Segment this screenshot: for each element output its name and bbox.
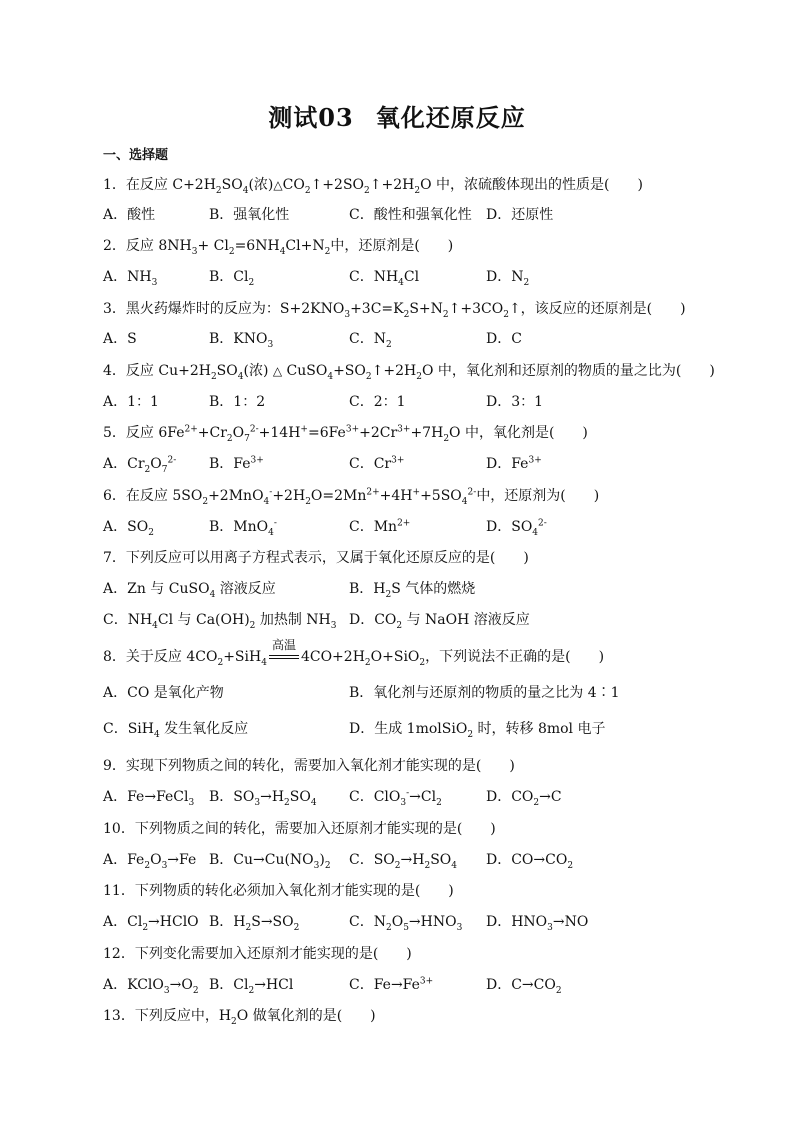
answer-option: B．$Fe^{3+}$ bbox=[209, 455, 264, 472]
answer-option: A．S bbox=[103, 331, 137, 347]
answer-option: D．$CO_2\to C$ bbox=[486, 789, 562, 808]
answer-option: D．$C\to CO_2$ bbox=[486, 977, 562, 996]
question-stem: 10．下列物质之间的转化，需要加入还原剂才能实现的是( ) bbox=[103, 821, 496, 837]
answer-option: D．$CO_2$ 与 NaOH 溶液反应 bbox=[349, 612, 530, 631]
answer-option: A．$Cr_2O_7^{2-}$ bbox=[103, 455, 177, 475]
answer-option: B．氧化剂与还原剂的物质的量之比为 4∶1 bbox=[349, 685, 620, 701]
answer-option: C．$Cr^{3+}$ bbox=[349, 455, 405, 472]
question-stem: 4．反应 $Cu+2H_2SO_4$(浓) △ $CuSO_4+SO_2↑+2H_2O$ 中，氧化剂和还原剂的物质的量之比为( ) bbox=[103, 363, 715, 382]
answer-option: D．还原性 bbox=[486, 207, 554, 223]
question-stem: 7．下列反应可以用离子方程式表示，又属于氧化还原反应的是( ) bbox=[103, 550, 529, 566]
answer-option: A．酸性 bbox=[103, 207, 156, 223]
answer-option: C．$N_2O_5\to HNO_3$ bbox=[349, 914, 463, 933]
answer-option: D．$HNO_3\to NO$ bbox=[486, 914, 589, 933]
answer-option: D．生成 1molSiO$_2$ 时，转移 8mol 电子 bbox=[349, 721, 606, 740]
answer-option: C．$ClO_3^-\to Cl_2$ bbox=[349, 788, 442, 808]
page-title bbox=[0, 98, 794, 133]
question-stem: 5．反应 $6Fe^{2+}+Cr_2O_7^{2-}+14H^+=6Fe^{3+}+2Cr^{3+}+7H_2O$ 中，氧化剂是( ) bbox=[103, 424, 588, 444]
question-stem: 6．在反应 $5SO_2+2MnO_4^-+2H_2O=2Mn^{2+}+4H^++5SO_4^{2-}$中，还原剂为( ) bbox=[103, 487, 600, 507]
question-stem: 9．实现下列物质之间的转化，需要加入氧化剂才能实现的是( ) bbox=[103, 758, 515, 774]
answer-option: B．强氧化性 bbox=[209, 207, 290, 223]
answer-option: C．$N_2$ bbox=[349, 331, 392, 350]
question-stem: 1．在反应 $C+2H_2SO_4$(浓)$\triangle CO_2↑+2SO_2↑+2H_2O$ 中，浓硫酸体现出的性质是( ) bbox=[103, 177, 643, 196]
answer-option: C．2：1 bbox=[349, 394, 406, 410]
section-heading: 一、选择题 bbox=[103, 148, 169, 163]
question-stem: 11．下列物质的转化必须加入氧化剂才能实现的是( ) bbox=[103, 883, 454, 899]
title-topic: 氧化还原反应 bbox=[375, 103, 526, 132]
answer-option: C．$NH_4Cl$ 与 $Ca(OH)_2$ 加热制 $NH_3$ bbox=[103, 612, 337, 631]
answer-option: C．$Fe\to Fe^{3+}$ bbox=[349, 976, 434, 993]
answer-option: A．Zn 与 CuSO$_4$ 溶液反应 bbox=[103, 581, 276, 600]
answer-option: A．1：1 bbox=[103, 394, 159, 410]
answer-option: D．$CO\to CO_2$ bbox=[486, 852, 574, 871]
question-stem: 2．反应 $8NH_3+ Cl_2=6NH_4Cl+N_2$中，还原剂是( ) bbox=[103, 238, 454, 257]
question-stem: 8．关于反应 $4CO_2+SiH_4$ 高温 $4CO+2H_2O+SiO_2$，下列说法不正确的是( ) bbox=[103, 638, 605, 668]
answer-option: B．$SO_3\to H_2SO_4$ bbox=[209, 789, 317, 808]
answer-option: A．CO 是氧化产物 bbox=[103, 685, 224, 701]
question-stem: 13．下列反应中，$H_2O$ 做氧化剂的是( ) bbox=[103, 1008, 376, 1027]
answer-option: A．$SO_2$ bbox=[103, 519, 154, 538]
answer-option: D．$Fe^{3+}$ bbox=[486, 455, 542, 472]
answer-option: C．酸性和强氧化性 bbox=[349, 207, 472, 223]
answer-option: B．MnO$_4$- bbox=[209, 518, 277, 538]
answer-option: A．$NH_3$ bbox=[103, 269, 158, 288]
answer-option: B．$Cu\to Cu(NO_3)_2$ bbox=[209, 852, 331, 871]
answer-option: A．$KClO_3\to O_2$ bbox=[103, 977, 199, 996]
answer-option: C．$NH_4Cl$ bbox=[349, 269, 420, 288]
answer-option: A．$Fe_2O_3\to Fe$ bbox=[103, 852, 197, 871]
answer-option: A．Fe→FeCl$_3$ bbox=[103, 789, 195, 808]
answer-option: D．C bbox=[486, 331, 522, 347]
answer-option: D．$N_2$ bbox=[486, 269, 530, 288]
answer-option: B．$Cl_2$ bbox=[209, 269, 255, 288]
answer-option: B．$KNO_3$ bbox=[209, 331, 274, 350]
answer-option: D．3：1 bbox=[486, 394, 544, 410]
answer-option: D．$SO_4^{2-}$ bbox=[486, 518, 547, 538]
question-stem: 3．黑火药爆炸时的反应为：$S+2KNO_3+3C=K_2S+N_2↑+3CO_2↑$，该反应的还原剂是( ) bbox=[103, 301, 686, 320]
answer-option: C．$Mn^{2+}$ bbox=[349, 518, 411, 535]
answer-option: B．1：2 bbox=[209, 394, 266, 410]
answer-option: A．$Cl_2\to HClO$ bbox=[103, 914, 199, 933]
answer-option: C．SiH$_4$ 发生氧化反应 bbox=[103, 721, 249, 740]
question-stem: 12．下列变化需要加入还原剂才能实现的是( ) bbox=[103, 946, 412, 962]
answer-option: B．$H_2S\to SO_2$ bbox=[209, 914, 300, 933]
answer-option: B．$Cl_2\to HCl$ bbox=[209, 977, 294, 996]
answer-option: C．$SO_2\to H_2SO_4$ bbox=[349, 852, 458, 871]
title-code: 测试03 bbox=[268, 103, 354, 132]
answer-option: B．$H_2S$ 气体的燃烧 bbox=[349, 581, 476, 600]
